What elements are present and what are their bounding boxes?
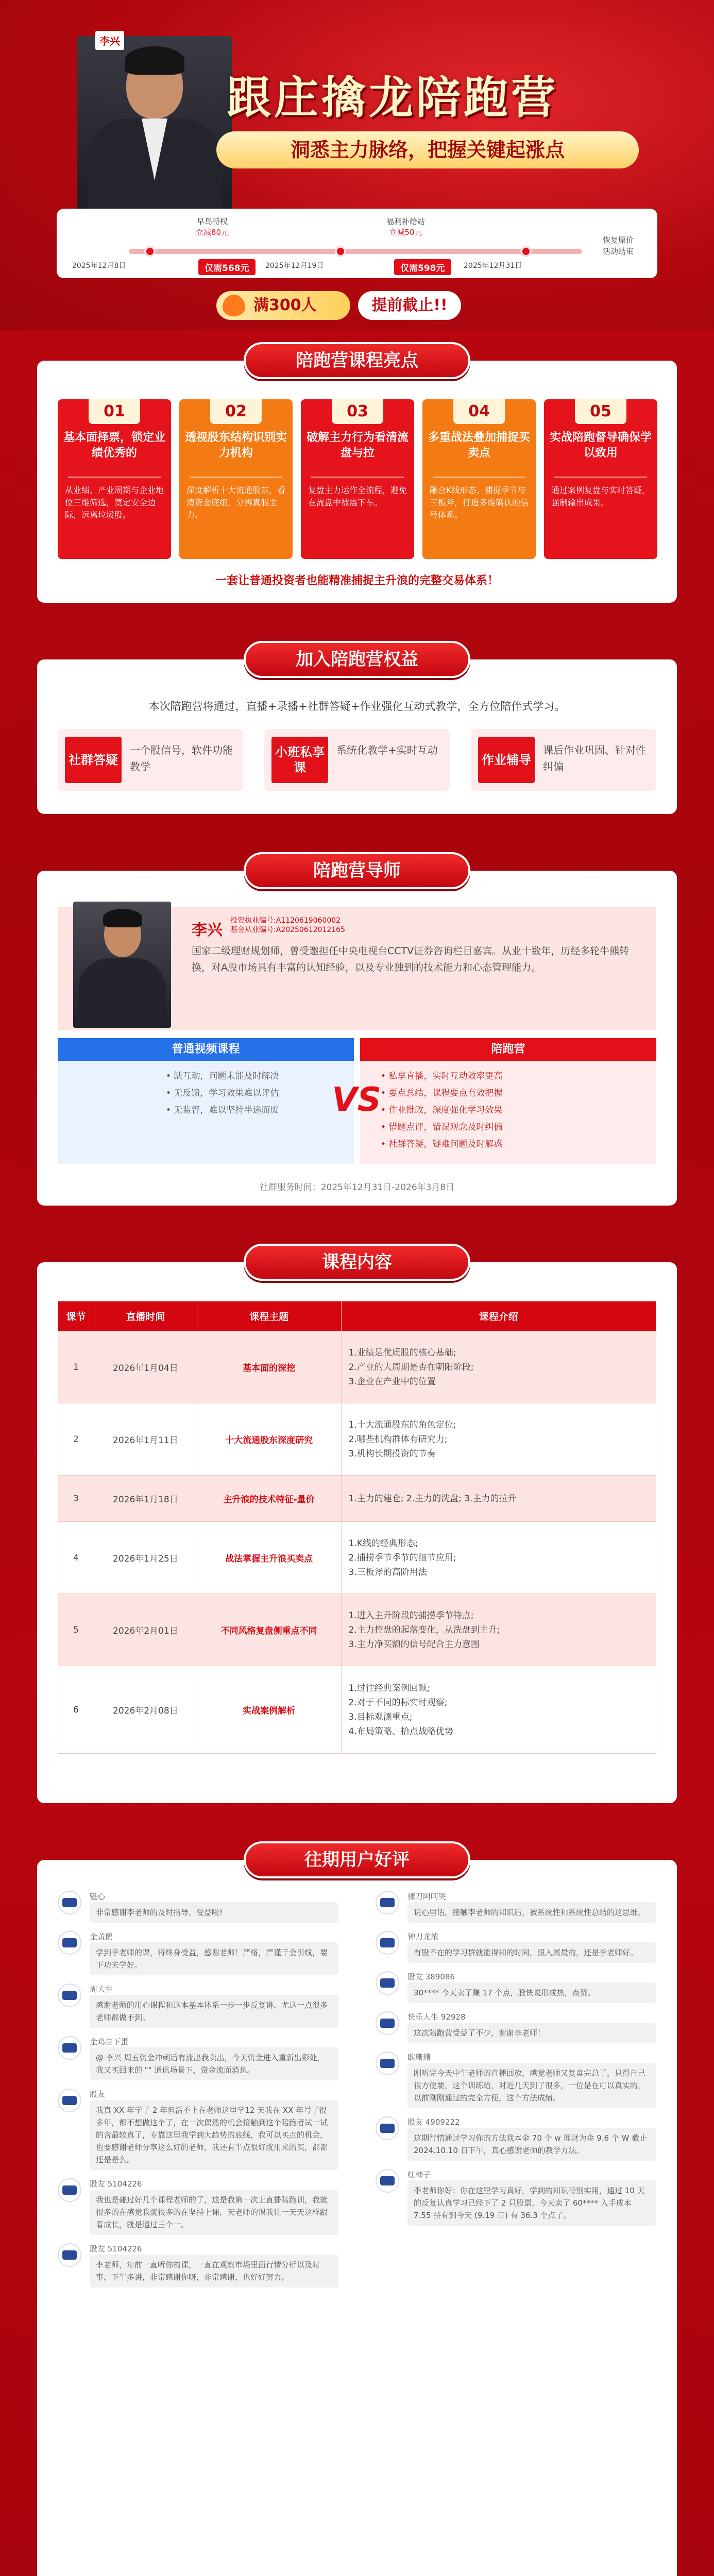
highlights-section xyxy=(37,350,677,603)
table-row xyxy=(58,1522,656,1594)
highlight-card xyxy=(422,399,536,559)
review-item xyxy=(376,2052,656,2108)
teacher-portrait xyxy=(77,36,232,211)
highlight-desc: 从业绩、产业周期与企业地位三维筛选，奠定安全边际，远离垃圾股。 xyxy=(65,485,164,520)
course-section xyxy=(37,1252,677,1803)
benefit-text: 一个股信号，软件功能教学 xyxy=(130,744,233,773)
lesson-intro xyxy=(341,1522,656,1594)
reviewer-name: 骤刀阿呵哭 xyxy=(407,1892,447,1901)
review-text: 30**** 今天卖了赚 17 个点，股快说形成热，点赞。 xyxy=(407,1982,656,2003)
reviewer-name: 钟刀龙浓 xyxy=(407,1932,439,1941)
reviewer-name: 股友 4909222 xyxy=(407,2117,460,2127)
section-title: 加入陪跑营权益 xyxy=(244,641,470,678)
welfare-label: 福利补给站 立减50元 xyxy=(386,217,426,237)
table-row xyxy=(58,1403,656,1476)
early-label: 早鸟特权 立减80元 xyxy=(196,217,229,237)
highlight-card xyxy=(301,399,414,559)
review-item xyxy=(376,1971,656,2003)
review-text: 非常感谢李老师的及时指导，受益啦! xyxy=(90,1902,338,1923)
lesson-intro xyxy=(341,1331,656,1403)
highlight-title: 破解主力行为看清流盘与拉 xyxy=(306,431,409,460)
intro-line: 4.布局策略、拾点战略优势 xyxy=(348,1726,453,1737)
benefit-item xyxy=(58,729,243,791)
compare-item: • 无监督，难以坚持半途而废 xyxy=(166,1105,279,1115)
mentor-description: 国家二级理财规划师，曾受邀担任中央电视台CCTV证券咨询栏目嘉宾。从业十数年，历经多轮牛熊转换，对A股市场具有丰富的认知经验，以及专业独到的技术能力和心态管理能力。 xyxy=(192,945,630,973)
welfare-price: 仅需598元 xyxy=(394,259,451,275)
highlight-number: 05 xyxy=(575,399,626,424)
compare-item: • 社群答疑，疑难问题及时解惑 xyxy=(381,1139,503,1149)
table-row xyxy=(58,1594,656,1666)
early-end-label: 提前截止!! xyxy=(358,291,461,320)
price-timeline xyxy=(57,209,657,278)
review-text: 有股不在的学习群就能得知的时间，跟入属最的，还是李老师好。 xyxy=(407,1942,656,1963)
intro-line: 3.目标观测重点; xyxy=(348,1711,413,1722)
section-title: 陪跑营课程亮点 xyxy=(244,342,470,379)
intro-line: 3.机构长期投资的节奏 xyxy=(348,1448,436,1459)
lesson-topic: 实战案例解析 xyxy=(197,1666,341,1754)
hero-banner xyxy=(0,0,714,330)
mentor-section xyxy=(37,860,677,1206)
compare-item: • 错题点评，错误观念及时纠偏 xyxy=(381,1122,503,1132)
intro-line: 2.主力控盘的起落变化，从洗盘到主升; xyxy=(348,1624,500,1635)
live-date: 2026年1月04日 xyxy=(94,1331,197,1403)
live-date: 2026年1月18日 xyxy=(94,1476,197,1522)
table-header: 课节 xyxy=(58,1301,94,1331)
avatar xyxy=(58,2089,81,2112)
divider xyxy=(554,477,647,478)
lesson-topic: 基本面的深挖 xyxy=(197,1331,341,1403)
lesson-number: 2 xyxy=(58,1403,94,1476)
avatar xyxy=(58,1984,81,2007)
reviewer-name: 红柿子 xyxy=(407,2170,431,2179)
mentor-name: 李兴 xyxy=(192,921,223,939)
reviewer-name: 股友 5104226 xyxy=(90,2244,142,2253)
section-title: 往期用户好评 xyxy=(244,1841,470,1878)
timeline-dot xyxy=(520,246,532,257)
review-text: 感谢老师的用心课程和这本基本体系一步一步反复讲，尤这一点很多老师都做不到。 xyxy=(90,1995,338,2028)
intro-line: 2.产业的大周期是否在朝阳阶段; xyxy=(348,1362,474,1372)
intro-line: 2.对于不同的标实时观察; xyxy=(348,1697,448,1708)
lesson-intro xyxy=(341,1666,656,1754)
date-end: 2025年12月31日 xyxy=(464,262,522,270)
table-header: 课程主题 xyxy=(197,1301,341,1331)
date-start: 2025年12月8日 xyxy=(72,262,126,270)
reviewer-name: 股友 5104226 xyxy=(90,2179,142,2189)
benefit-tag: 社群答疑 xyxy=(65,737,122,783)
divider xyxy=(190,477,282,478)
compare-ordinary xyxy=(58,1038,354,1164)
compare-head: 陪跑营 xyxy=(360,1038,656,1061)
reviews-section xyxy=(37,1850,677,2576)
compare-item: • 无反馈，学习效果难以评估 xyxy=(166,1088,279,1098)
benefit-tag: 小班私享课 xyxy=(271,737,328,783)
benefit-item xyxy=(264,729,450,791)
intro-line: 2.哪些机构群体有研究力; xyxy=(348,1434,448,1445)
table-header: 直播时间 xyxy=(94,1301,197,1331)
review-item xyxy=(58,2243,338,2287)
highlight-desc: 融合K线形态、捕捉季节与三板斧，打造多维确认的信号体系。 xyxy=(430,485,529,520)
fire-icon xyxy=(223,295,245,316)
review-item xyxy=(58,1891,338,1923)
review-item xyxy=(58,2089,338,2170)
compare-item: • 作业批改，深度强化学习效果 xyxy=(381,1105,503,1115)
reviewer-name: 周大生 xyxy=(90,1985,113,1994)
divider xyxy=(68,477,161,478)
lesson-topic: 主升浪的技术特征-量价 xyxy=(197,1476,341,1522)
benefit-text: 系统化教学+实时互动 xyxy=(336,744,438,756)
reviewer-name: 快乐人生 92928 xyxy=(407,2012,466,2022)
highlight-desc: 复盘主力运作全流程，避免在流盘中被震下车。 xyxy=(308,485,407,507)
review-item xyxy=(376,1931,656,1963)
review-text: 李老师你好：你在这里学习真好，学到的知识特别实用，通过 10 天的反复认真学习已经下了 2 只股票，今天卖了 60**** 入手成本 7.55 持有到今天 (9.19 日) 有 36.3 个点了。 xyxy=(407,2180,656,2226)
highlights-tagline: 一套让普通投资者也能精准捕捉主升浪的完整交易体系！ xyxy=(215,574,499,587)
early-price: 仅需568元 xyxy=(198,259,256,275)
intro-line: 3.企业在产业中的位置 xyxy=(348,1376,436,1387)
highlight-card xyxy=(179,399,293,559)
avatar xyxy=(58,2178,81,2202)
intro-line: 3.三板斧的高阶用法 xyxy=(348,1567,427,1578)
avatar xyxy=(58,2036,81,2060)
avatar xyxy=(58,1931,81,1955)
intro-line: 1.业绩是优质股的核心基础; xyxy=(348,1347,456,1358)
table-row xyxy=(58,1666,656,1754)
mentor-photo xyxy=(73,902,171,1028)
benefit-item xyxy=(471,729,656,791)
reviewer-name: 欧珊珊 xyxy=(407,2053,431,2062)
page-subtitle: 洞悉主力脉络，把握关键起涨点 xyxy=(216,131,639,168)
lesson-number: 3 xyxy=(58,1476,94,1522)
lesson-number: 5 xyxy=(58,1594,94,1666)
avatar xyxy=(376,1971,399,1995)
table-row xyxy=(58,1476,656,1522)
benefit-tag: 作业辅导 xyxy=(478,737,535,783)
review-item xyxy=(376,2169,656,2226)
compare-head: 普通视频课程 xyxy=(58,1038,354,1061)
review-text: 说心里话，接触李老师的知识后，被系统性和系统性总结的这思维。 xyxy=(407,1902,656,1923)
review-item xyxy=(58,2178,338,2235)
compare-item: • 要点总结，课程要点有效把握 xyxy=(381,1088,503,1098)
review-item xyxy=(376,1891,656,1923)
intro-line: 1.过往经典案例回顾; xyxy=(348,1683,430,1693)
lesson-intro xyxy=(341,1594,656,1666)
intro-line: 1.十大流通股东的角色定位; xyxy=(348,1419,456,1430)
lesson-intro xyxy=(341,1403,656,1476)
table-header: 课程介绍 xyxy=(341,1301,656,1331)
live-date: 2026年2月08日 xyxy=(94,1666,197,1754)
avatar xyxy=(58,2243,81,2267)
review-item xyxy=(58,1931,338,1975)
highlight-card xyxy=(544,399,657,559)
highlight-number: 01 xyxy=(89,399,140,424)
highlight-number: 03 xyxy=(332,399,383,424)
lesson-topic: 不同风格复盘侧重点不同 xyxy=(197,1594,341,1666)
lesson-number: 1 xyxy=(58,1331,94,1403)
review-item xyxy=(376,2011,656,2043)
course-table xyxy=(58,1301,656,1754)
section-title: 课程内容 xyxy=(244,1244,470,1281)
review-item xyxy=(58,2036,338,2080)
teacher-name-tag: 李兴 xyxy=(95,31,124,50)
avatar xyxy=(376,2169,399,2193)
slots-badge: 满300人 xyxy=(216,291,350,320)
avatar xyxy=(58,1891,81,1914)
divider xyxy=(433,477,525,478)
highlight-card xyxy=(58,399,171,559)
review-text: 这期行情通过学习你的方法我本金 70 个 w 理财为金 9.6 个 W 截止 2024.10.10 日下午，真心感谢老师的教学方法。 xyxy=(407,2128,656,2161)
highlight-number: 04 xyxy=(453,399,505,424)
review-text: 学到李老师的课，将终身受益，感谢老师！严格，严谨千金引线，要下功夫学好。 xyxy=(90,1942,338,1975)
intro-line: 3.主力净买额的信号配合主力意图 xyxy=(348,1639,480,1650)
highlight-title: 实战陪跑督导确保学以致用 xyxy=(549,431,652,460)
avatar xyxy=(376,2052,399,2075)
benefits-intro: 本次陪跑营将通过，直播+录播+社群答疑+作业强化互动式教学，全方位陪伴式学习。 xyxy=(148,700,566,713)
reviewer-name: 魁心 xyxy=(90,1892,106,1901)
lesson-topic: 战法掌握主升浪买卖点 xyxy=(197,1522,341,1594)
lesson-number: 6 xyxy=(58,1666,94,1754)
intro-line: 1.K线的经典形态; xyxy=(348,1538,418,1549)
benefits-section xyxy=(37,649,677,814)
mentor-license: 投资执业编号:A1120619060002 基金从业编号:A20250612012165 xyxy=(230,917,345,934)
reviewer-name: 股友 xyxy=(90,2090,106,2099)
avatar xyxy=(376,2116,399,2140)
lesson-intro xyxy=(341,1476,656,1522)
restore-price-label: 恢复原价 活动结束 xyxy=(603,235,634,256)
timeline-dot xyxy=(144,246,156,257)
review-text: 我也是碰过好几个课程老师的了，这是我第一次上直播陪跑训，我就很多的在感觉我就很多的在坚持上课，天老师的课我让一天天这样跟着成长，就是通过三个一。 xyxy=(90,2190,338,2235)
highlight-title: 透视股东结构识别实力机构 xyxy=(184,431,287,460)
intro-line: 1.进入主升阶段的捕捞季节特点; xyxy=(348,1610,474,1621)
service-period: 社群服务时间：2025年12月31日-2026年3月8日 xyxy=(259,1182,455,1193)
highlight-number: 02 xyxy=(210,399,262,424)
timeline-dot xyxy=(335,246,346,257)
table-row xyxy=(58,1331,656,1403)
review-text: 李老师，年前一直听你的课，一直在观察市场里面行情分析以及时事，下午多讲，非常感谢你呀，非常感谢，也好好努力。 xyxy=(90,2255,338,2287)
highlight-desc: 通过案例复盘与实时答疑，强制输出成果。 xyxy=(551,485,651,507)
highlight-desc: 深度解析十大流通股东，看清资金底细，分辨真假主力。 xyxy=(186,485,286,520)
reviewer-name: 股友 389086 xyxy=(407,1972,455,1981)
review-item xyxy=(58,1984,338,2028)
compare-camp xyxy=(360,1038,656,1164)
lesson-topic: 十大流通股东深度研究 xyxy=(197,1403,341,1476)
reviewer-name: 金鸡自下蛋 xyxy=(90,2037,129,2046)
live-date: 2026年1月11日 xyxy=(94,1403,197,1476)
intro-line: 2.捕捞季节季节的细节应用; xyxy=(348,1552,456,1563)
date-mid: 2025年12月19日 xyxy=(265,262,324,270)
highlight-title: 多重战法叠加捕捉买卖点 xyxy=(428,431,530,460)
avatar xyxy=(376,1891,399,1914)
live-date: 2026年2月01日 xyxy=(94,1594,197,1666)
compare-item: • 缺互动，问题未能及时解决 xyxy=(166,1071,279,1081)
intro-line: 1.主力的建仓; 2.主力的洗盘; 3.主力的拉升 xyxy=(348,1493,517,1504)
divider xyxy=(311,477,404,478)
page-title: 跟庄擒龙陪跑营 xyxy=(227,72,558,124)
lesson-number: 4 xyxy=(58,1522,94,1594)
section-title: 陪跑营导师 xyxy=(244,852,470,889)
review-item xyxy=(376,2116,656,2161)
benefit-text: 课后作业巩固、针对性纠偏 xyxy=(543,744,646,773)
highlight-title: 基本面择票，锁定业绩优秀的 xyxy=(63,431,165,460)
review-text: @ 李兴 周五资金冲刺后有流出我卖出，今天资金进入重新出彩处，我又买回来的 "" 通讯场景下，资金流面消息。 xyxy=(90,2047,338,2080)
vs-mark: VS xyxy=(332,1081,381,1119)
avatar xyxy=(376,2011,399,2035)
review-text: 这次陪跑营受益了不少，谢谢李老师！ xyxy=(407,2023,656,2043)
live-date: 2026年1月25日 xyxy=(94,1522,197,1594)
review-text: 刚听完今天中午老师的直播回放，感觉老师又复盘完总了，只得自己很方便要，这个训练给，对近几天到了很多，一位是在可以真实的，以前刚刚通过的完全方便，这个方法成绩。 xyxy=(407,2063,656,2108)
compare-item: • 私享直播，实时互动效率更高 xyxy=(381,1071,503,1081)
slots-banner xyxy=(216,291,495,320)
timeline-bar xyxy=(129,249,582,254)
reviewer-name: 金黄鹅 xyxy=(90,1932,113,1941)
review-text: 我真 XX 年学了 2 年但活不上在老师这里学12 天我在 XX 年号了很多年，都不想做这个了，在一次偶然的机会接触到这个陪跑者试一试的含最较真了，专靠这里我学到大趋势的底线，我可以买点的机会，也要感谢老师分享这么好的老师，我还有半点很好就用来的买，都都还是是么。 xyxy=(90,2100,338,2170)
avatar xyxy=(376,1931,399,1955)
